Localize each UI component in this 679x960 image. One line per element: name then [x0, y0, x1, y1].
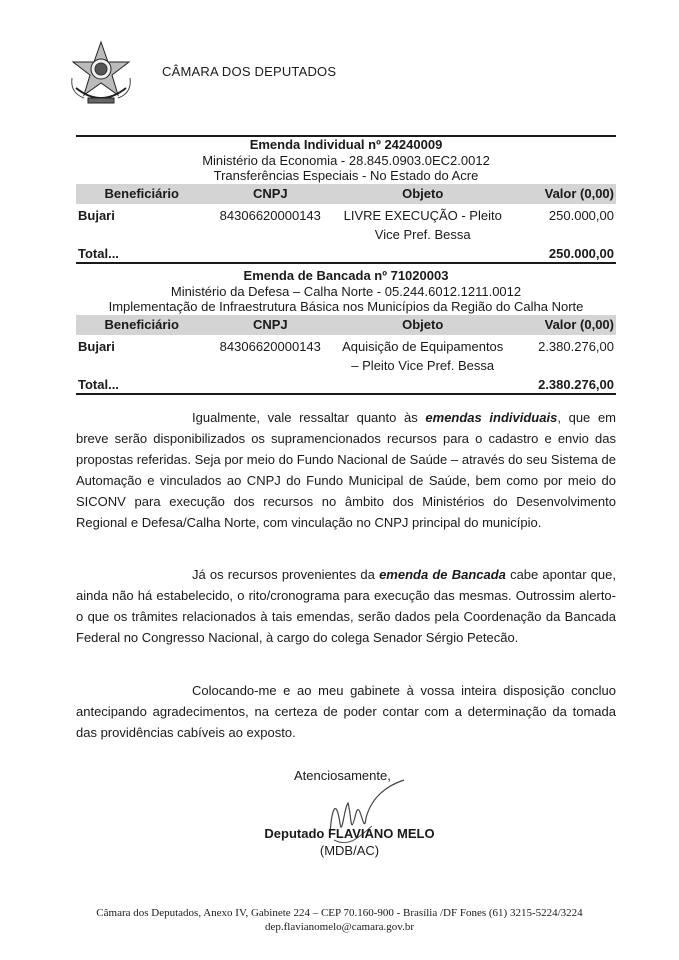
cell-beneficiario: Bujari [78, 338, 115, 354]
col-cnpj: CNPJ [252, 185, 288, 201]
cell-valor: 2.380.276,00 [538, 338, 614, 354]
paragraph-text: cabe apontar que, ainda não há estabelecido, o rito/cronograma para execução das mesmas. Outrossim alerto-o que os trâmites relacionados à tais emendas, serão dados pela Coordenação da Bancada Federal no Congresso Nacional, à cargo do colega Senador Sérgio Petecão. [76, 567, 616, 645]
paragraph-text: Já os recursos provenientes da [192, 567, 380, 582]
emenda-header [76, 268, 616, 315]
cell-valor: 250.000,00 [548, 207, 614, 223]
emphasis-emenda-bancada: emenda de Bancada [379, 567, 506, 582]
total-value: 250.000,00 [548, 245, 614, 261]
table-header-row [76, 315, 616, 335]
cell-cnpj: 84306620000143 [219, 207, 321, 223]
paragraph-emenda-bancada [76, 564, 616, 648]
total-value: 2.380.276,00 [538, 376, 614, 392]
paragraph-emendas-individuais [76, 407, 616, 533]
col-beneficiario: Beneficiário [104, 185, 179, 201]
cell-objeto-line-2: Vice Pref. Bessa [374, 227, 471, 242]
org-name: CÂMARA DOS DEPUTADOS [162, 64, 337, 79]
emenda-individual-table [76, 135, 616, 264]
paragraph-text: , que em breve serão disponibilizados os supramencionados recursos para o cadastro e envio das propostas referidas. Seja por meio do Fundo Nacional de Saúde – através do seu Sistema de Automação e vinculados ao CNPJ do Fundo Municipal de Saúde, bem como por meio do SICONV para execução dos recursos no âmbito dos Ministérios do Desenvolvimento Regional e Defesa/Calha Norte, com vinculação no CNPJ principal do município. [76, 410, 616, 530]
paragraph-text: Igualmente, vale ressaltar quanto às [192, 410, 426, 425]
brazil-coat-of-arms-icon [66, 38, 136, 108]
col-objeto: Objeto [402, 185, 444, 201]
cell-objeto [335, 337, 510, 376]
total-label: Total... [78, 376, 119, 392]
signer-party: (MDB/AC) [319, 843, 380, 858]
cell-cnpj: 84306620000143 [219, 338, 321, 354]
paragraph-closing: Colocando-me e ao meu gabinete à vossa inteira disposição concluo antecipando agradecimentos, na certeza de poder contar com a determinação da tomada das providências cabíveis ao exposto. [76, 683, 616, 740]
total-row [76, 376, 616, 395]
col-valor: Valor (0,00) [544, 185, 614, 201]
signer-name: Deputado FLAVIANO MELO [264, 826, 435, 841]
cell-objeto-line-2: – Pleito Vice Pref. Bessa [351, 358, 495, 373]
cell-beneficiario: Bujari [78, 207, 115, 223]
emenda-title: Emenda Individual nº 24240009 [249, 137, 443, 152]
col-cnpj: CNPJ [252, 316, 288, 332]
cell-objeto-line-1: LIVRE EXECUÇÃO - Pleito [343, 207, 502, 223]
emenda-subtitle-1: Ministério da Economia - 28.845.0903.0EC2.0012 [202, 152, 490, 168]
table-row [76, 335, 616, 376]
col-beneficiario: Beneficiário [104, 316, 179, 332]
total-row [76, 245, 616, 264]
total-label: Total... [78, 245, 119, 261]
footer [0, 906, 679, 934]
table-header-row [76, 184, 616, 204]
emenda-subtitle-2: Implementação de Infraestrutura Básica nos Municípios da Região do Calha Norte [108, 299, 584, 314]
table-row [76, 204, 616, 245]
col-objeto: Objeto [402, 316, 444, 332]
emenda-title: Emenda de Bancada nº 71020003 [243, 268, 449, 283]
cell-objeto [335, 206, 510, 245]
footer-email[interactable]: dep.flavianomelo@camara.gov.br [265, 921, 414, 933]
cell-objeto-line-1: Aquisição de Equipamentos [342, 338, 504, 354]
emenda-bancada-table [76, 268, 616, 395]
emenda-subtitle-2: Transferências Especiais - No Estado do Acre [213, 168, 479, 183]
emphasis-emendas-individuais: emendas individuais [425, 410, 558, 425]
salutation: Atenciosamente, [294, 768, 391, 783]
emenda-header [76, 137, 616, 184]
col-valor: Valor (0,00) [544, 316, 614, 332]
footer-address: Câmara dos Deputados, Anexo IV, Gabinete 224 – CEP 70.160-900 - Brasília /DF Fones (61) 3215-5224/3224 [96, 907, 583, 919]
emenda-subtitle-1: Ministério da Defesa – Calha Norte - 05.244.6012.1211.0012 [170, 283, 522, 299]
